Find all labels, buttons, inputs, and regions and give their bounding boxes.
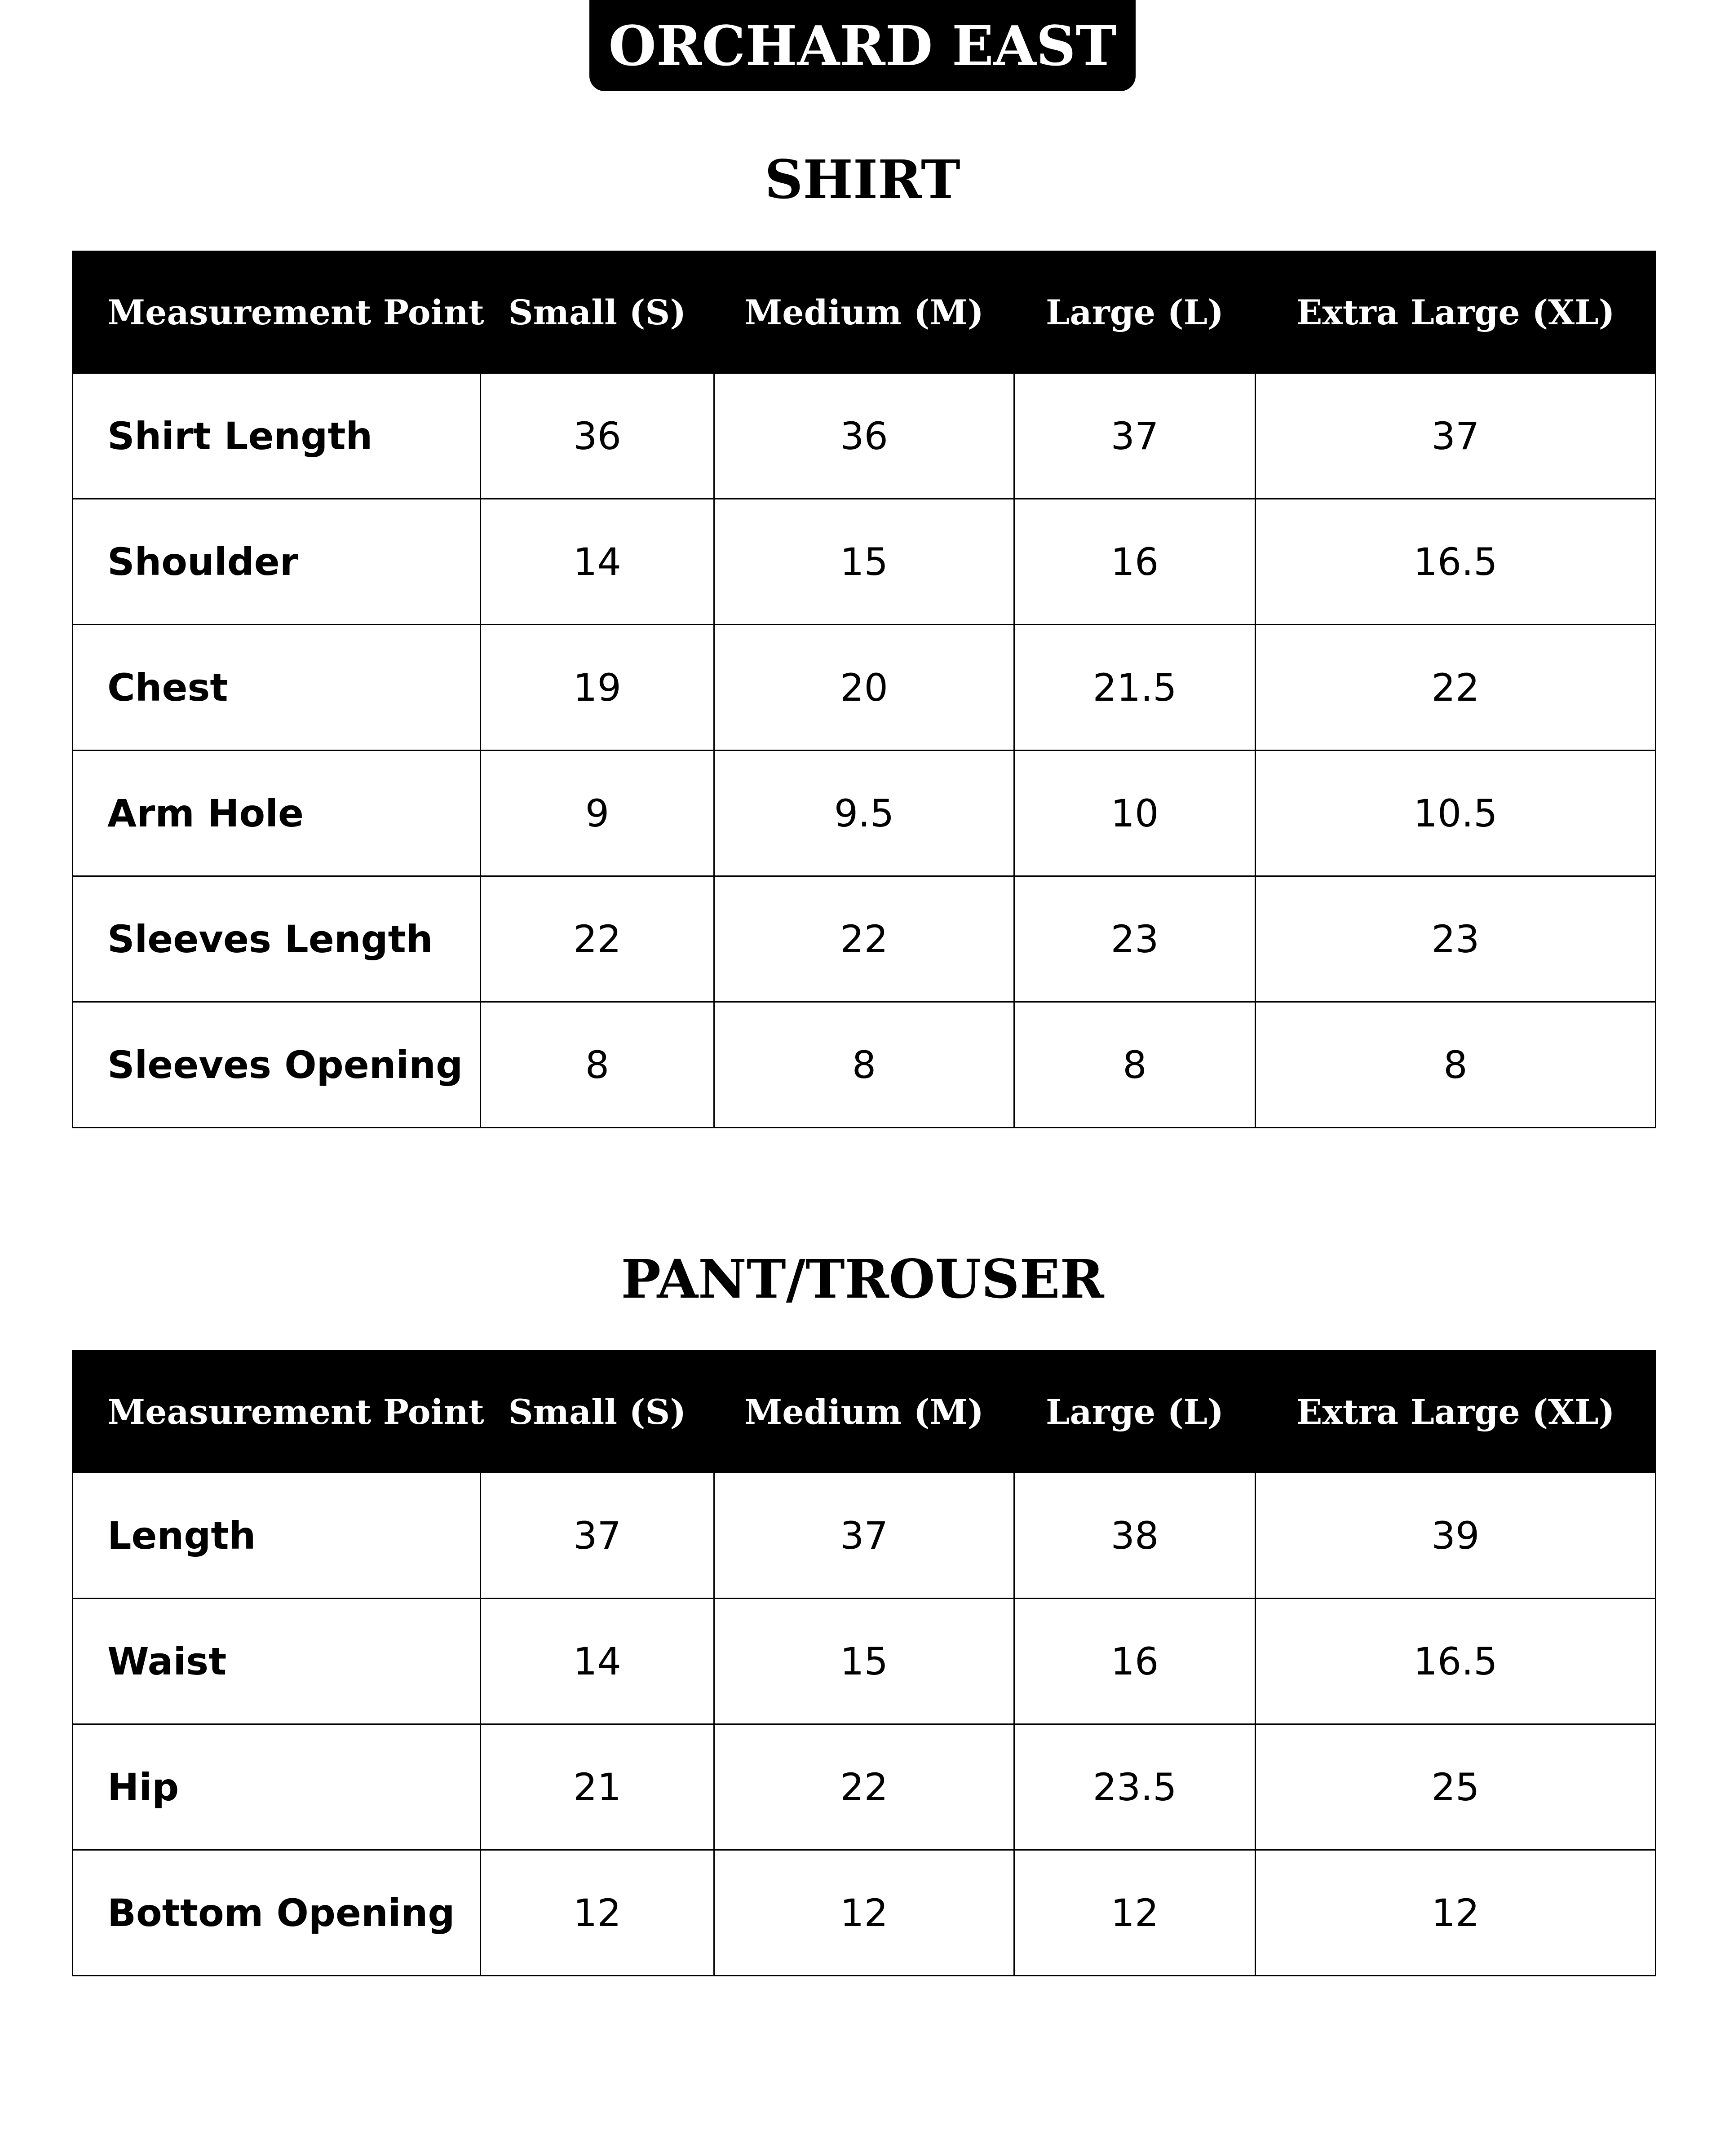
cell-extra-large: 37 — [1256, 373, 1656, 499]
table-row — [73, 876, 1656, 1002]
cell-medium: 15 — [714, 499, 1014, 625]
column-header-medium: Medium (M) — [714, 252, 1014, 373]
row-label: Length — [73, 1473, 481, 1599]
row-label: Hip — [73, 1724, 481, 1850]
column-header-small: Small (S) — [481, 252, 714, 373]
row-label: Chest — [73, 625, 481, 751]
cell-extra-large: 22 — [1256, 625, 1656, 751]
brand-badge — [589, 0, 1136, 91]
table-header-row — [73, 1351, 1656, 1473]
column-header-measurement-point: Measurement Point — [73, 252, 481, 373]
table-row — [73, 625, 1656, 751]
table-row — [73, 373, 1656, 499]
cell-small: 37 — [481, 1473, 714, 1599]
cell-medium: 15 — [714, 1599, 1014, 1724]
cell-small: 12 — [481, 1850, 714, 1976]
table-row — [73, 751, 1656, 876]
cell-large: 23.5 — [1014, 1724, 1256, 1850]
column-header-small: Small (S) — [481, 1351, 714, 1473]
table-row — [73, 499, 1656, 625]
row-label: Shirt Length — [73, 373, 481, 499]
cell-large: 12 — [1014, 1850, 1256, 1976]
cell-large: 10 — [1014, 751, 1256, 876]
table-row — [73, 1473, 1656, 1599]
cell-extra-large: 23 — [1256, 876, 1656, 1002]
cell-large: 21.5 — [1014, 625, 1256, 751]
column-header-large: Large (L) — [1014, 252, 1256, 373]
row-label: Sleeves Length — [73, 876, 481, 1002]
table-row — [73, 1002, 1656, 1128]
cell-medium: 9.5 — [714, 751, 1014, 876]
cell-extra-large: 12 — [1256, 1850, 1656, 1976]
cell-small: 36 — [481, 373, 714, 499]
column-header-medium: Medium (M) — [714, 1351, 1014, 1473]
cell-medium: 22 — [714, 1724, 1014, 1850]
cell-small: 14 — [481, 499, 714, 625]
cell-medium: 37 — [714, 1473, 1014, 1599]
column-header-extra-large: Extra Large (XL) — [1256, 1351, 1656, 1473]
cell-extra-large: 39 — [1256, 1473, 1656, 1599]
row-label: Waist — [73, 1599, 481, 1724]
cell-large: 16 — [1014, 1599, 1256, 1724]
cell-extra-large: 16.5 — [1256, 499, 1656, 625]
cell-extra-large: 16.5 — [1256, 1599, 1656, 1724]
cell-extra-large: 10.5 — [1256, 751, 1656, 876]
cell-medium: 8 — [714, 1002, 1014, 1128]
cell-extra-large: 25 — [1256, 1724, 1656, 1850]
cell-small: 19 — [481, 625, 714, 751]
row-label: Shoulder — [73, 499, 481, 625]
shirt-size-table — [72, 251, 1656, 1128]
shirt-section-title: SHIRT — [765, 148, 960, 211]
column-header-extra-large: Extra Large (XL) — [1256, 252, 1656, 373]
cell-medium: 22 — [714, 876, 1014, 1002]
cell-small: 8 — [481, 1002, 714, 1128]
cell-medium: 12 — [714, 1850, 1014, 1976]
cell-large: 37 — [1014, 373, 1256, 499]
column-header-large: Large (L) — [1014, 1351, 1256, 1473]
cell-medium: 36 — [714, 373, 1014, 499]
cell-large: 38 — [1014, 1473, 1256, 1599]
table-header-row — [73, 252, 1656, 373]
column-header-measurement-point: Measurement Point — [73, 1351, 481, 1473]
cell-medium: 20 — [714, 625, 1014, 751]
trouser-section-title: PANT/TROUSER — [621, 1248, 1104, 1310]
trouser-size-table — [72, 1350, 1656, 1976]
table-row — [73, 1724, 1656, 1850]
cell-extra-large: 8 — [1256, 1002, 1656, 1128]
row-label: Bottom Opening — [73, 1850, 481, 1976]
table-row — [73, 1599, 1656, 1724]
cell-small: 22 — [481, 876, 714, 1002]
cell-small: 14 — [481, 1599, 714, 1724]
cell-small: 21 — [481, 1724, 714, 1850]
row-label: Sleeves Opening — [73, 1002, 481, 1128]
cell-large: 8 — [1014, 1002, 1256, 1128]
cell-small: 9 — [481, 751, 714, 876]
brand-name: ORCHARD EAST — [608, 13, 1117, 78]
table-row — [73, 1850, 1656, 1976]
cell-large: 16 — [1014, 499, 1256, 625]
cell-large: 23 — [1014, 876, 1256, 1002]
row-label: Arm Hole — [73, 751, 481, 876]
